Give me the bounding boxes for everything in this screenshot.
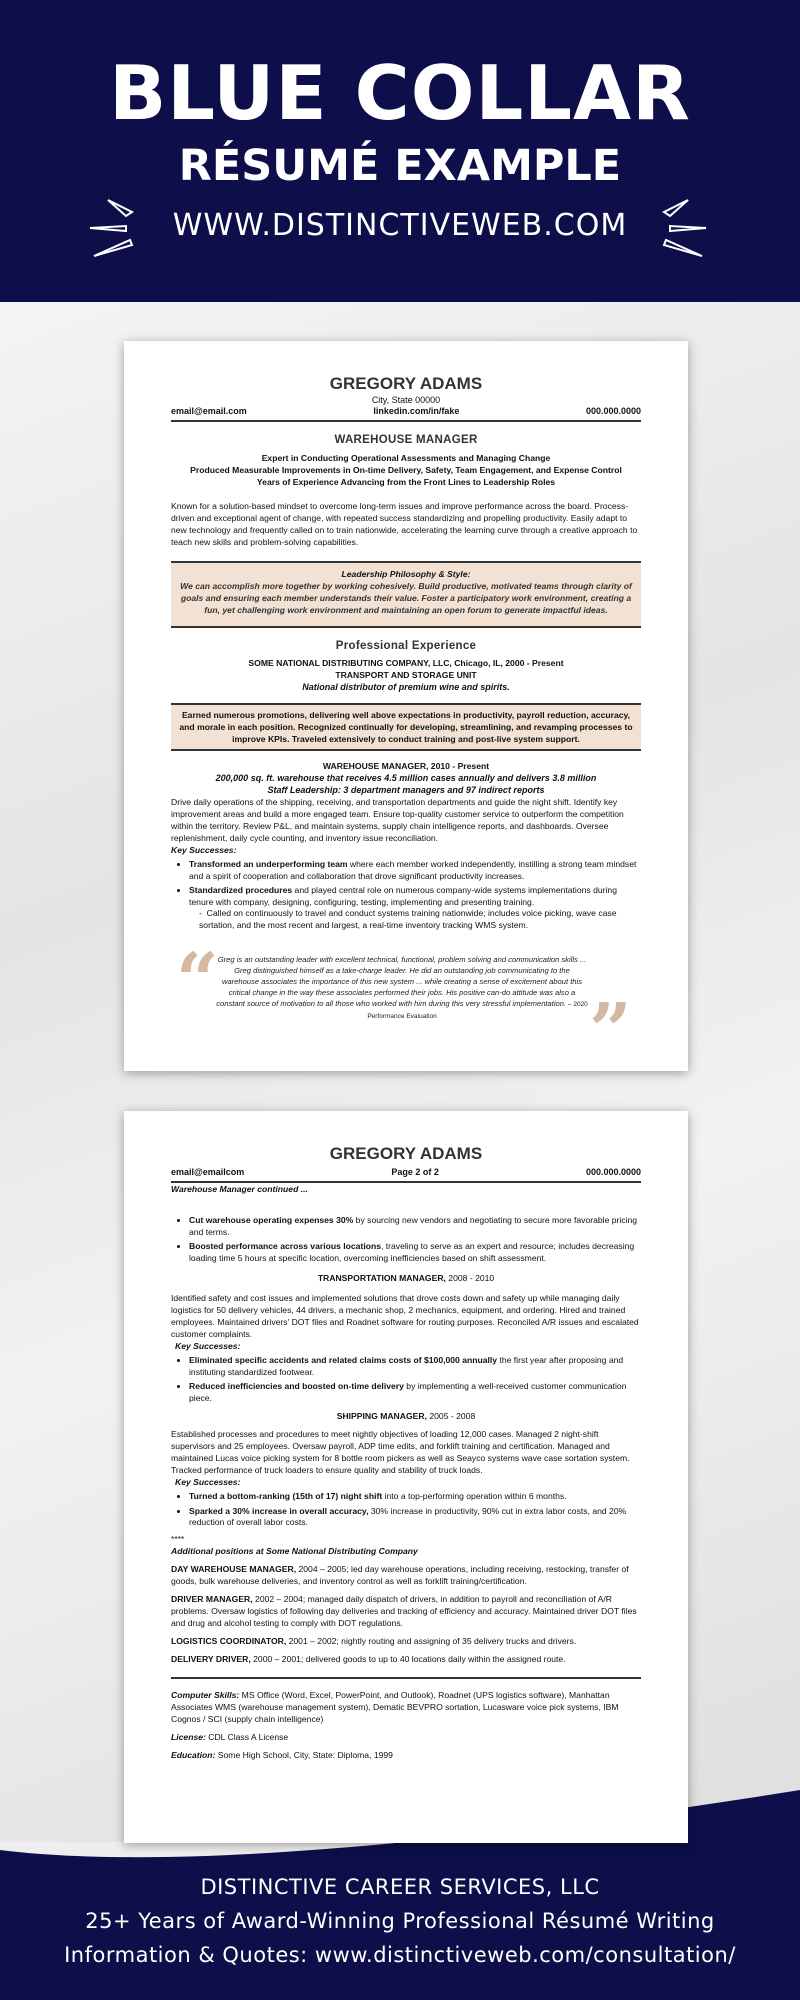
unit: TRANSPORT AND STORAGE UNIT	[335, 670, 477, 680]
shipping-title: SHIPPING MANAGER, 2005 - 2008	[336, 1411, 476, 1421]
transportation-description: Identified safety and cost issues and implemented solutions that drove costs down and safety up while managing daily logistics for 50 delivery vehicles, 44 drivers, a mechanic shop, 2 mechanics, equipment, and ordering. Hired and trained employees. Maintained drivers' DOT files and Roadnet software for routing purposes. Reconciled A/R issues and escalated customer complaints.	[171, 1293, 639, 1339]
successes-list	[171, 859, 641, 931]
list-item: • Reduced inefficiencies and boosted on-time delivery by implementing a well-received customer communication piece.	[189, 1381, 641, 1404]
email[interactable]: email@emailcom	[171, 1167, 245, 1177]
candidate-name: GREGORY ADAMS	[329, 374, 483, 393]
list-item: - Called on continuously to travel and conduct systems training nationwide; includes voice picking, wave case sortation, and the most recent and largest, a real-time inventory tracking WMS system.	[199, 908, 617, 930]
philosophy-text: We can accomplish more together by working cohesively. Build productive, motivated teams through clarity of goals and ensuring each member understands their value. Foster a participatory work environment, creating a fun, yet challenging work environment and maintaining an open forum to generate impactful ideas.	[180, 581, 632, 615]
list-item: • Eliminated specific accidents and related claims costs of $100,000 annually the first year after proposing and instituting standardized footwear.	[189, 1355, 641, 1378]
position-logistics: LOGISTICS COORDINATOR, 2001 – 2002; nightly routing and assigning of 35 delivery trucks and drivers.	[171, 1635, 577, 1646]
phone: 000.000.0000	[585, 1167, 641, 1177]
list-item: • Standardized procedures and played central role on numerous company-wide systems implementations during tenure with company, designing, configuring, testing, implementing and presenting training. - Called on continuously to travel and conduct systems training nationwide; includes voice picking, wave case sortation, and the most recent and largest, a real-time inventory tracking WMS system.	[189, 885, 641, 931]
close-quote-icon: ”	[589, 988, 632, 1074]
right-sparkle-icon	[660, 192, 710, 262]
position-driver-manager: DRIVER MANAGER, 2002 – 2004; managed daily dispatch of drivers, in addition to payroll and reconciliation of A/R problems. Oversaw logistics of following day deliveries and tracking of efficiency and accuracy. Maintained driver DOT files and drug and alcohol testing to comply with DOT regulations.	[171, 1593, 637, 1628]
philosophy-title: Leadership Philosophy & Style:	[341, 569, 471, 579]
company: SOME NATIONAL DISTRIBUTING COMPANY, LLC, Chicago, IL, 2000 - Present	[248, 658, 564, 668]
warehouse-list	[171, 1215, 641, 1264]
banner-url[interactable]: WWW.DISTINCTIVEWEB.COM	[172, 208, 628, 243]
resume-page-1	[124, 341, 688, 1074]
banner	[0, 0, 800, 302]
transportation-title: TRANSPORTATION MANAGER, 2008 - 2010	[317, 1273, 495, 1283]
transportation-list	[171, 1355, 641, 1404]
license: License: CDL Class A License	[171, 1731, 289, 1742]
open-quote-icon: “	[176, 938, 219, 1024]
key-successes-label: Key Successes:	[171, 845, 237, 855]
divider	[171, 1677, 641, 1679]
testimonial: Greg is an outstanding leader with excellent technical, functional, problem solving and communication skills ... Greg distinguished himself as a take-charge leader. He did an outstanding job communicating to the warehouse associates the importance of this new system ... while creating a sense of excitement about this critical change in the way these associates performed their jobs. His positive can-do attitude was also a constant source of motivation to all those who worked with him during this very stressful implementation. – 2020 Performance Evaluation	[216, 955, 588, 1020]
position-day-warehouse: DAY WAREHOUSE MANAGER, 2004 – 2005; led day warehouse operations, including receiving, restocking, transfer of goods, bulk warehouse deliveries, and inventory control as well as forklift training/certification.	[171, 1563, 629, 1586]
footer-tagline: 25+ Years of Award-Winning Professional Résumé Writing	[85, 1909, 715, 1933]
candidate-location: City, State 00000	[371, 395, 441, 405]
education: Education: Some High School, City, State: Diploma, 1999	[171, 1749, 393, 1760]
role-sub-2: Staff Leadership: 3 department managers and 97 indirect reports	[267, 785, 545, 795]
contact-row	[171, 406, 641, 417]
distributor: National distributor of premium wine and spirits.	[302, 682, 510, 692]
list-item: • Sparked a 30% increase in overall accuracy, 30% increase in productivity, 90% cut in extra labor costs, and 20% reduction of overall labor costs.	[189, 1506, 641, 1529]
footer-company: DISTINCTIVE CAREER SERVICES, LLC	[200, 1875, 600, 1899]
candidate-name: GREGORY ADAMS	[329, 1144, 483, 1163]
tagline-1: Expert in Conducting Operational Assessments and Managing Change	[261, 453, 551, 463]
philosophy-box	[171, 561, 641, 628]
list-item: • Transformed an underperforming team where each member worked independently, instilling a strong team mindset and a spirit of cooperation and collaboration that drove significant productivity increases.	[189, 859, 641, 882]
job-title: WAREHOUSE MANAGER	[334, 434, 478, 446]
role-title: WAREHOUSE MANAGER, 2010 - Present	[322, 761, 490, 771]
email[interactable]: email@email.com	[171, 406, 247, 416]
banner-title: BLUE COLLAR	[109, 49, 691, 137]
footer-consultation-link[interactable]: Information & Quotes: www.distinctiveweb.com/consultation/	[64, 1943, 736, 1967]
position-delivery-driver: DELIVERY DRIVER, 2000 – 2001; delivered goods to up to 40 locations daily within the assigned route.	[171, 1653, 566, 1664]
tagline-2: Produced Measurable Improvements in On-time Delivery, Safety, Team Engagement, and Expense Control	[190, 465, 622, 475]
divider	[171, 420, 641, 422]
company-summary: Earned numerous promotions, delivering well above expectations in productivity, payroll reduction, accuracy, and morale in each position. Recognized continually for developing, streamlining, and revamping processes to improve KPIs. Traveled extensively to conduct training and post-live system support.	[179, 710, 633, 744]
additional-positions-label: Additional positions at Some National Distributing Company	[171, 1545, 418, 1556]
role-sub-1: 200,000 sq. ft. warehouse that receives 4.5 million cases annually and delivers 3.8 million	[215, 773, 597, 783]
page-number: Page 2 of 2	[391, 1167, 439, 1177]
contact-row	[171, 1167, 641, 1178]
list-item: • Boosted performance across various locations, traveling to serve as an expert and resource; includes decreasing loading time 5 hours at specific location, overcoming inefficiencies based on shift assessment.	[189, 1241, 641, 1264]
list-item: • Turned a bottom-ranking (15th of 17) night shift into a top-performing operation within 6 months.	[189, 1491, 641, 1503]
list-item: • Cut warehouse operating expenses 30% by sourcing new vendors and negotiating to secure more favorable pricing and terms.	[189, 1215, 641, 1238]
footer	[0, 1870, 800, 1972]
phone: 000.000.0000	[585, 406, 641, 416]
resume-page-2	[124, 1111, 688, 1843]
tagline-3: Years of Experience Advancing from the Front Lines to Leadership Roles	[256, 477, 556, 487]
company-summary-box	[171, 703, 641, 751]
continued-label: Warehouse Manager continued ...	[171, 1184, 308, 1194]
shipping-description: Established processes and procedures to meet nightly objectives of loading 12,000 cases. Managed 2 night-shift supervisors and 25 employees. Oversaw payroll, ADP time edits, and forklift training and certification. Managed and maintained Lucas voice picking system for 8 bottle room pickers as well as Seayco systems wave case sortation system. Tracked performance of truck loaders to ensure quality and stability of truck loads.	[171, 1429, 630, 1475]
experience-heading: Professional Experience	[335, 640, 477, 652]
separator-stars: ****	[171, 1533, 185, 1544]
computer-skills: Computer Skills: MS Office (Word, Excel, PowerPoint, and Outlook), Roadnet (UPS logistics software), Manhattan Associates WMS (warehouse management system), Dematic BEVPRO sortation, Lucasware voice pick systems, IBM Cognos / SCI (supply chain intelligence)	[171, 1689, 619, 1724]
linkedin[interactable]: linkedin.com/in/fake	[373, 406, 460, 416]
shipping-list	[171, 1491, 641, 1529]
key-successes-label: Key Successes:	[175, 1477, 241, 1487]
key-successes-label: Key Successes:	[175, 1341, 241, 1351]
left-sparkle-icon	[86, 192, 136, 262]
summary: Known for a solution-based mindset to overcome long-term issues and improve performance across the board. Process-driven and exceptional agent of change, with repeated success standardizing and propelling productivity. Easily adapt to new technology and frequently called on to train nationwide, accelerating the learning curve through a creative approach to teach new skills and problem-solving capabilities.	[171, 501, 638, 547]
role-description: Drive daily operations of the shipping, receiving, and transportation departments and guide the night shift. Identify key improvement areas and build a more engaged team. Ensure top-quality customer service to outperform the competition within the territory. Review P&L, and maintain systems, supply chain intelligence reports, and dashboards. Oversee replenishment, daily cycle counting, and inventory issue reconciliation.	[171, 797, 624, 843]
banner-subtitle: RÉSUMÉ EXAMPLE	[178, 141, 622, 191]
